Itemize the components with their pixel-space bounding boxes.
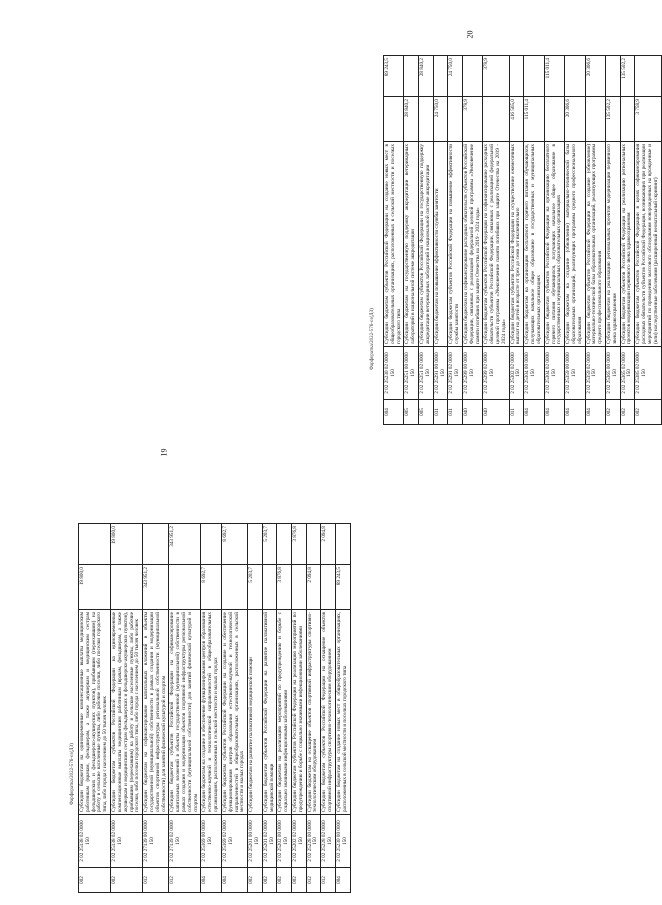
cell-v2 — [306, 524, 321, 565]
cell-v1 — [292, 565, 307, 610]
table-row — [404, 56, 419, 425]
cell-v1: 5 203,7 — [248, 565, 263, 610]
table-row — [335, 524, 350, 893]
cell-desc: Субсидии бюджетам субъектов Российской Федерации на единовременные компенсационные выплаты медицинским работникам (врачам, фельдшерам, а также акушеркам и медицинским сестрам фельдшерских и фельдшерско-акушерских пунктов), прибывшим (переехавшим) на работу в сельские населенные пункты, либо рабочие поселки, либо поселки городского типа, либо города с населением до 50 тысяч человек — [111, 610, 143, 815]
cell-v1 — [111, 565, 143, 610]
left-budget-table — [78, 523, 351, 893]
cell-kbk: 2 02 25304 00 0000 150 — [524, 347, 544, 400]
cell-kbk: 2 02 25230 02 0000 150 — [384, 347, 404, 400]
cell-kbk: 2 02 25359 02 0000 150 — [585, 347, 605, 400]
table-row — [483, 56, 509, 425]
cell-code: 002 — [248, 868, 263, 893]
cell-desc: Субсидии бюджетам субъектов Российской Федерации на осуществление ежемесячных выплат на детей в возрасте от трех до семи лет включительно — [509, 142, 524, 347]
cell-code: 012 — [321, 868, 336, 893]
table-row — [524, 56, 544, 425]
cell-v2: 28 840,2 — [419, 56, 434, 97]
cell-kbk: 2 02 25138 02 0000 150 — [111, 815, 143, 868]
cell-v2 — [79, 524, 111, 565]
cell-desc: Субсидии бюджетам субъектов Российской Федерации на софинансирование расходных обязательств субъектов Российской Федерации, связанных с реализацией федеральной целевой программы «Увековечение памяти погибших при защите Отечества на 2019 - 2024 годы» — [483, 142, 509, 347]
cell-v1 — [384, 97, 404, 142]
left-page-number: 19 — [159, 448, 169, 457]
cell-desc: Субсидии бюджетам на создание и обеспечение функционирования центров образования естественно-научной и технологической направленностей в общеобразовательных организациях, расположенных в сельской местности и малых городах — [201, 610, 221, 815]
cell-kbk: 2 02 25359 00 0000 150 — [565, 347, 585, 400]
cell-code: 002 — [79, 868, 111, 893]
cell-v2: 89 243,5 — [384, 56, 404, 97]
cell-v1: 19 800,0 — [79, 565, 111, 610]
cell-v2: 19 800,0 — [111, 524, 143, 565]
cell-kbk: 2 02 25228 02 0000 150 — [321, 815, 336, 868]
cell-kbk: 2 02 25302 02 0000 150 — [509, 347, 524, 400]
table-row — [201, 524, 221, 893]
cell-desc: Субсидии бюджетам субъектов Российской Федерации на реализацию мероприятий по предупреждению и борьбе с социально значимыми инфекционными заболеваниями — [292, 610, 307, 815]
table-row — [565, 56, 585, 425]
cell-desc: Субсидии бюджетам на софинансирование капитальных вложений в объекты государственной (муниципальной) собственности в рамках создания и модернизации объектов спортивной инфраструктуры региональной собственности (муниципальной собственности) для занятий физической культурой и спортом — [143, 610, 169, 815]
cell-code: 004 — [524, 400, 544, 425]
right-budget-table — [383, 55, 662, 425]
cell-kbk: 2 02 25201 00 0000 150 — [248, 815, 263, 868]
cell-v2: 115 011,4 — [544, 56, 564, 97]
cell-desc: Субсидии бюджетам субъектов Российской Федерации на развитие паллиативной медицинской помощи — [262, 610, 277, 815]
cell-code: 002 — [262, 868, 277, 893]
cell-v1 — [483, 97, 509, 142]
cell-v2: 20 306,6 — [585, 56, 605, 97]
table-row — [169, 524, 201, 893]
cell-kbk: 2 02 25251 00 0000 150 — [404, 347, 419, 400]
cell-kbk: 2 02 25299 02 0000 150 — [483, 347, 509, 400]
cell-kbk: 2 02 25169 00 0000 150 — [201, 815, 221, 868]
cell-desc: Субсидии бюджетам субъектов Российской Федерации на создание (обновление) материально-технической базы образовательных организаций, реализующих программы среднего профессионального образования — [585, 142, 605, 347]
cell-kbk: 2 02 25169 02 0000 150 — [221, 815, 247, 868]
cell-v2: 135 502,2 — [620, 56, 635, 97]
cell-v1: 28 840,2 — [404, 97, 419, 142]
cell-v2 — [277, 524, 292, 565]
cell-desc: Субсидии бюджетам субъектов Российской Федерации на создание и обеспечение функционирования центров образования естественно-научной и технологической направленностей в общеобразовательных организациях, расположенных в сельской местности и малых городах — [221, 610, 247, 815]
table-row — [277, 524, 292, 893]
table-row — [292, 524, 307, 893]
table-row — [143, 524, 169, 893]
cell-v1: 343 951,2 — [143, 565, 169, 610]
table-row — [462, 56, 482, 425]
cell-desc: Субсидии бюджетам субъектов Российской Федерации на повышение эффективности службы занятости — [448, 142, 463, 347]
cell-kbk: 2 02 25385 02 0000 150 — [635, 347, 661, 400]
cell-code: 005 — [419, 400, 434, 425]
cell-desc: Субсидии бюджетам субъектов Российской Федерации на создание новых мест в общеобразовательных организациях, расположенных в сельской местности и поселках городского типа — [384, 142, 404, 347]
cell-code: 002 — [620, 400, 635, 425]
cell-desc: Субсидии бюджетам на организацию бесплатного горячего питания обучающихся, получающих начальное общее образование в государственных и муниципальных образовательных организациях — [524, 142, 544, 347]
table-row — [262, 524, 277, 893]
cell-code: 031 — [433, 400, 448, 425]
table-row — [509, 56, 524, 425]
cell-kbk: 2 02 27139 02 0000 150 — [169, 815, 201, 868]
cell-v1 — [448, 97, 463, 142]
cell-kbk: 2 02 25365 00 0000 150 — [606, 347, 621, 400]
table-row — [620, 56, 635, 425]
cell-v1: 3 758,9 — [635, 97, 661, 142]
cell-desc: Субсидии бюджетам субъектов Российской Федерации на организацию бесплатного горячего питания обучающихся, получающих начальное общее образование в государственных и муниципальных образовательных организациях — [544, 142, 564, 347]
table-row — [321, 524, 336, 893]
table-row — [635, 56, 661, 425]
table-row — [433, 56, 448, 425]
cell-v2: 343 951,2 — [169, 524, 201, 565]
table-row — [544, 56, 564, 425]
cell-v2: 5 203,7 — [262, 524, 277, 565]
cell-kbk: 2 02 25202 02 0000 150 — [292, 815, 307, 868]
cell-kbk: 2 02 25304 02 0000 150 — [544, 347, 564, 400]
cell-code: 012 — [306, 868, 321, 893]
table-row — [79, 524, 111, 893]
cell-code: 002 — [606, 400, 621, 425]
cell-v1: 115 011,4 — [524, 97, 544, 142]
cell-kbk: 2 02 25202 00 0000 150 — [277, 815, 292, 868]
cell-v2 — [404, 56, 419, 97]
cell-v1: 2 094,8 — [306, 565, 321, 610]
cell-v1: 3 876,8 — [277, 565, 292, 610]
table-row — [384, 56, 404, 425]
cell-v2 — [335, 524, 350, 565]
cell-v1: 378,9 — [462, 97, 482, 142]
cell-kbk: 2 02 25201 02 0000 150 — [262, 815, 277, 868]
cell-v1: 20 306,6 — [565, 97, 585, 142]
cell-v1 — [544, 97, 564, 142]
cell-v2 — [606, 56, 621, 97]
cell-code: 040 — [483, 400, 509, 425]
cell-v1: 135 502,2 — [606, 97, 621, 142]
cell-v2 — [433, 56, 448, 97]
table-row — [585, 56, 605, 425]
cell-kbk: 2 02 25299 00 0000 150 — [462, 347, 482, 400]
left-table-wrapper — [78, 523, 351, 893]
cell-kbk: 2 02 25365 02 0000 150 — [620, 347, 635, 400]
cell-v2 — [143, 524, 169, 565]
cell-v2 — [524, 56, 544, 97]
cell-code: 004 — [384, 400, 404, 425]
cell-desc: Субсидии бюджетам на развитие паллиативной медицинской помощи — [248, 610, 263, 815]
table-row — [448, 56, 463, 425]
cell-desc: Субсидии бюджетам субъектов Российской Федерации в целях софинансирования расходных обязательств субъектов Российской Федерации, возникающих при реализации мероприятий по проведению массового обследования новорожденных на врожденные и (или) наследственные заболевания (расширенный неонатальный скрининг) — [635, 142, 661, 347]
cell-desc: Субсидии бюджетам на оснащение объектов спортивной инфраструктуры спортивно-технологическим оборудованием — [306, 610, 321, 815]
cell-v1 — [585, 97, 605, 142]
cell-desc: Субсидии бюджетам на государственную поддержку аккредитации ветеринарных лабораторий в национальной системе аккредитации — [404, 142, 419, 347]
cell-desc: Субсидии бюджетам на создание новых мест в общеобразовательных организациях, расположенных в сельской местности и поселках городского типа — [335, 610, 350, 815]
cell-desc: Субсидии бюджетам субъектов Российской Федерации на софинансирование капитальных вложений в объекты государственной (муниципальной) собственности в рамках создания и модернизации объектов спортивной инфраструктуры региональной собственности (муниципальной собственности) для занятий физической культурой и спортом — [169, 610, 201, 815]
cell-desc: Субсидии бюджетам на единовременные компенсационные выплаты медицинским работникам (врачам, фельдшерам, а также акушеркам и медицинским сестрам фельдшерских и фельдшерско-акушерских пунктов), прибывшим (переехавшим) на работу в сельские населенные пункты, либо рабочие поселки, либо поселки городского типа, либо города с населением до 50 тысяч человек — [79, 610, 111, 815]
cell-v1: 416 565,0 — [509, 97, 524, 142]
cell-v1: 8 692,7 — [201, 565, 221, 610]
cell-desc: Субсидии бюджетам субъектов Российской Федерации на государственную поддержку аккредитации ветеринарных лабораторий в национальной системе аккредитации — [419, 142, 434, 347]
cell-v1 — [262, 565, 277, 610]
cell-desc: Субсидии бюджетам на реализацию мероприятий по предупреждению и борьбе с социально значимыми инфекционными заболеваниями — [277, 610, 292, 815]
cell-v2 — [509, 56, 524, 97]
cell-v2: 3 876,8 — [292, 524, 307, 565]
cell-code: 031 — [448, 400, 463, 425]
cell-v2 — [201, 524, 221, 565]
cell-kbk: 2 02 25251 02 0000 150 — [419, 347, 434, 400]
cell-code: 011 — [509, 400, 524, 425]
cell-desc: Субсидии бюджетам субъектов Российской Федерации на реализацию региональных проектов модернизации первичного звена здравоохранения — [620, 142, 635, 347]
cell-v1 — [321, 565, 336, 610]
cell-v2: 8 692,7 — [221, 524, 247, 565]
right-page-number: 20 — [465, 30, 475, 39]
cell-code: 002 — [111, 868, 143, 893]
cell-v2: 2 094,8 — [321, 524, 336, 565]
cell-desc: Субсидии бюджетам на повышение эффективности службы занятости — [433, 142, 448, 347]
cell-code: 004 — [585, 400, 605, 425]
cell-code: 005 — [404, 400, 419, 425]
cell-code: 004 — [544, 400, 564, 425]
cell-kbk: 2 02 25291 02 0000 150 — [448, 347, 463, 400]
cell-v2: 378,9 — [483, 56, 509, 97]
cell-code: 004 — [201, 868, 221, 893]
cell-desc: Субсидии бюджетам на софинансирование расходных обязательств субъектов Российской Федерации, связанных с реализацией федеральной целевой программы «Увековечение памяти погибших при защите Отечества на 2019 - 2024 годы» — [462, 142, 482, 347]
cell-v2 — [565, 56, 585, 97]
cell-desc: Субсидии бюджетам на реализацию региональных проектов модернизации первичного звена здравоохранения — [606, 142, 621, 347]
cell-code: 004 — [565, 400, 585, 425]
cell-v1 — [169, 565, 201, 610]
cell-code: 012 — [143, 868, 169, 893]
left-footer: Фарфоратка/2022-576-оз(ДЗ) — [70, 743, 75, 805]
table-row — [419, 56, 434, 425]
table-row — [111, 524, 143, 893]
cell-v1 — [221, 565, 247, 610]
right-table-wrapper — [383, 55, 662, 425]
cell-v2: 24 750,0 — [448, 56, 463, 97]
cell-kbk: 2 02 25230 00 0000 150 — [335, 815, 350, 868]
cell-v1: 24 750,0 — [433, 97, 448, 142]
cell-v2 — [462, 56, 482, 97]
cell-desc: Субсидии бюджетам на создание (обновление) материально-технической базы образовательных организаций, реализующих программы среднего профессионального образования — [565, 142, 585, 347]
cell-v2 — [635, 56, 661, 97]
cell-kbk: 2 02 25291 00 0000 150 — [433, 347, 448, 400]
cell-code: 002 — [277, 868, 292, 893]
table-row — [221, 524, 247, 893]
cell-v1 — [419, 97, 434, 142]
cell-code: 004 — [221, 868, 247, 893]
table-row — [606, 56, 621, 425]
cell-code: 004 — [335, 868, 350, 893]
table-row — [248, 524, 263, 893]
cell-code: 012 — [169, 868, 201, 893]
cell-code: 040 — [462, 400, 482, 425]
cell-desc: Субсидии бюджетам субъектов Российской Федерации на оснащение объектов спортивной инфраструктуры спортивно-технологическим оборудованием — [321, 610, 336, 815]
cell-kbk: 2 02 25138 02 0000 150 — [79, 815, 111, 868]
cell-code: 002 — [292, 868, 307, 893]
table-row — [306, 524, 321, 893]
cell-v2 — [248, 524, 263, 565]
cell-v1: 89 243,5 — [335, 565, 350, 610]
cell-v1 — [620, 97, 635, 142]
cell-kbk: 2 02 25228 00 0000 150 — [306, 815, 321, 868]
cell-kbk: 2 02 27139 00 0000 150 — [143, 815, 169, 868]
right-footer: Фарфоратка/2022-576-оз(ДЗ) — [370, 308, 375, 370]
cell-code: 002 — [635, 400, 661, 425]
